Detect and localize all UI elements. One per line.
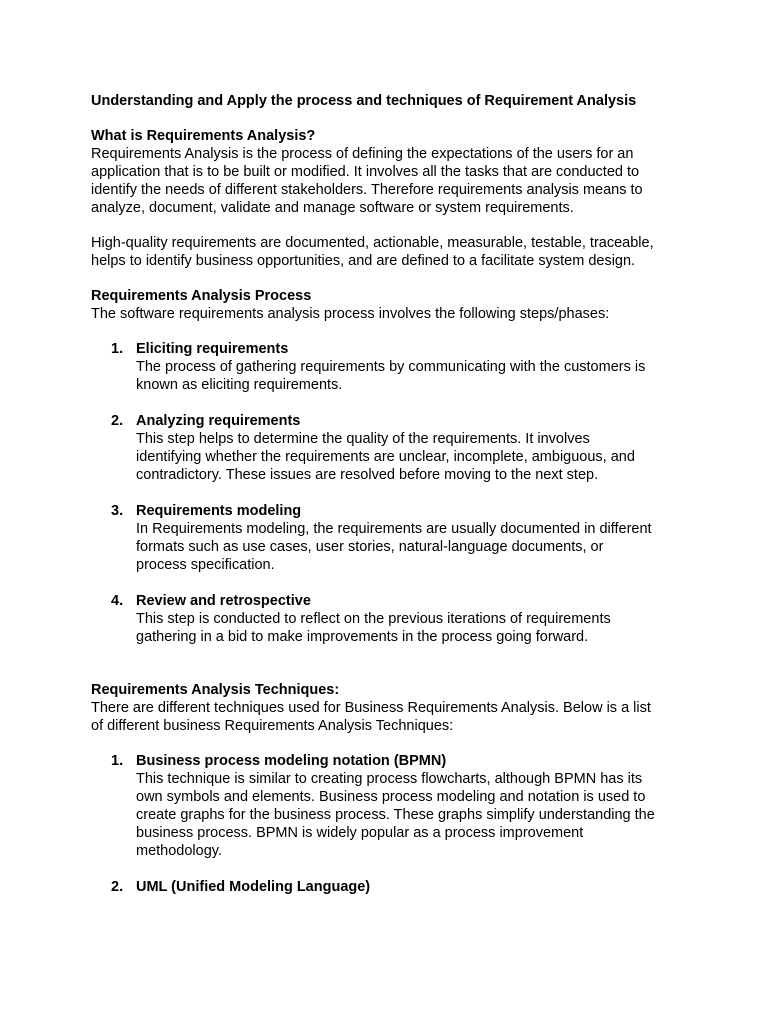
text-line: process specification. — [136, 557, 275, 573]
list-item-description — [136, 770, 691, 860]
list-number: 2. — [111, 413, 124, 429]
list-number: 3. — [111, 503, 124, 519]
text-line: business process. BPMN is widely popular as a process improvement — [136, 825, 584, 841]
text-line: methodology. — [136, 843, 222, 859]
spacer — [91, 270, 691, 287]
list-item-description — [136, 430, 691, 484]
spacer — [91, 735, 691, 752]
list-item — [91, 752, 691, 860]
list-item-description — [136, 610, 691, 646]
spacer — [91, 217, 691, 234]
text-line: This technique is similar to creating process flowcharts, although BPMN has its — [136, 771, 643, 787]
techniques-intro — [91, 699, 691, 735]
text-line: In Requirements modeling, the requirements are usually documented in different — [136, 521, 652, 537]
list-item-title: Business process modeling notation (BPMN) — [136, 753, 447, 769]
list-item-title: Requirements modeling — [136, 503, 302, 519]
text-line: There are different techniques used for Business Requirements Analysis. Below is a list — [91, 700, 651, 716]
document-page — [91, 92, 691, 896]
text-line: application that is to be built or modified. It involves all the tasks that are conducted to — [91, 164, 640, 180]
spacer — [91, 646, 691, 681]
list-item-title: UML (Unified Modeling Language) — [136, 879, 371, 895]
text-line: analyze, document, validate and manage software or system requirements. — [91, 200, 574, 216]
process-steps-list — [91, 340, 691, 646]
list-number: 1. — [111, 341, 124, 357]
list-item — [91, 592, 691, 646]
list-item-description — [136, 358, 691, 394]
text-line: helps to identify business opportunities, and are defined to a facilitate system design. — [91, 253, 636, 269]
list-number: 4. — [111, 593, 124, 609]
process-intro: The software requirements analysis process involves the following steps/phases: — [91, 306, 610, 322]
list-number: 1. — [111, 753, 124, 769]
text-line: formats such as use cases, user stories, natural-language documents, or — [136, 539, 604, 555]
list-item-description — [136, 520, 691, 574]
section-heading-techniques: Requirements Analysis Techniques: — [91, 682, 340, 698]
list-item — [91, 412, 691, 484]
document-title: Understanding and Apply the process and techniques of Requirement Analysis — [91, 93, 637, 109]
techniques-list — [91, 752, 691, 896]
what-is-paragraph-2 — [91, 234, 691, 270]
text-line: of different business Requirements Analysis Techniques: — [91, 718, 454, 734]
section-heading-process: Requirements Analysis Process — [91, 288, 312, 304]
list-item-title: Analyzing requirements — [136, 413, 301, 429]
text-line: known as eliciting requirements. — [136, 377, 343, 393]
text-line: Requirements Analysis is the process of defining the expectations of the users for an — [91, 146, 634, 162]
text-line: identifying whether the requirements are unclear, incomplete, ambiguous, and — [136, 449, 635, 465]
list-number: 2. — [111, 879, 124, 895]
text-line: This step helps to determine the quality of the requirements. It involves — [136, 431, 590, 447]
text-line: gathering in a bid to make improvements in the process going forward. — [136, 629, 589, 645]
list-item — [91, 878, 691, 896]
list-item — [91, 340, 691, 394]
section-heading-what-is: What is Requirements Analysis? — [91, 128, 316, 144]
text-line: The process of gathering requirements by communicating with the customers is — [136, 359, 646, 375]
text-line: High-quality requirements are documented, actionable, measurable, testable, traceable, — [91, 235, 654, 251]
text-line: contradictory. These issues are resolved before moving to the next step. — [136, 467, 599, 483]
spacer — [91, 110, 691, 127]
list-item — [91, 502, 691, 574]
spacer — [91, 323, 691, 340]
text-line: This step is conducted to reflect on the previous iterations of requirements — [136, 611, 611, 627]
what-is-paragraph-1 — [91, 145, 691, 217]
list-item-title: Eliciting requirements — [136, 341, 289, 357]
text-line: identify the needs of different stakeholders. Therefore requirements analysis means to — [91, 182, 643, 198]
text-line: own symbols and elements. Business process modeling and notation is used to — [136, 789, 646, 805]
list-item-title: Review and retrospective — [136, 593, 311, 609]
text-line: create graphs for the business process. These graphs simplify understanding the — [136, 807, 655, 823]
